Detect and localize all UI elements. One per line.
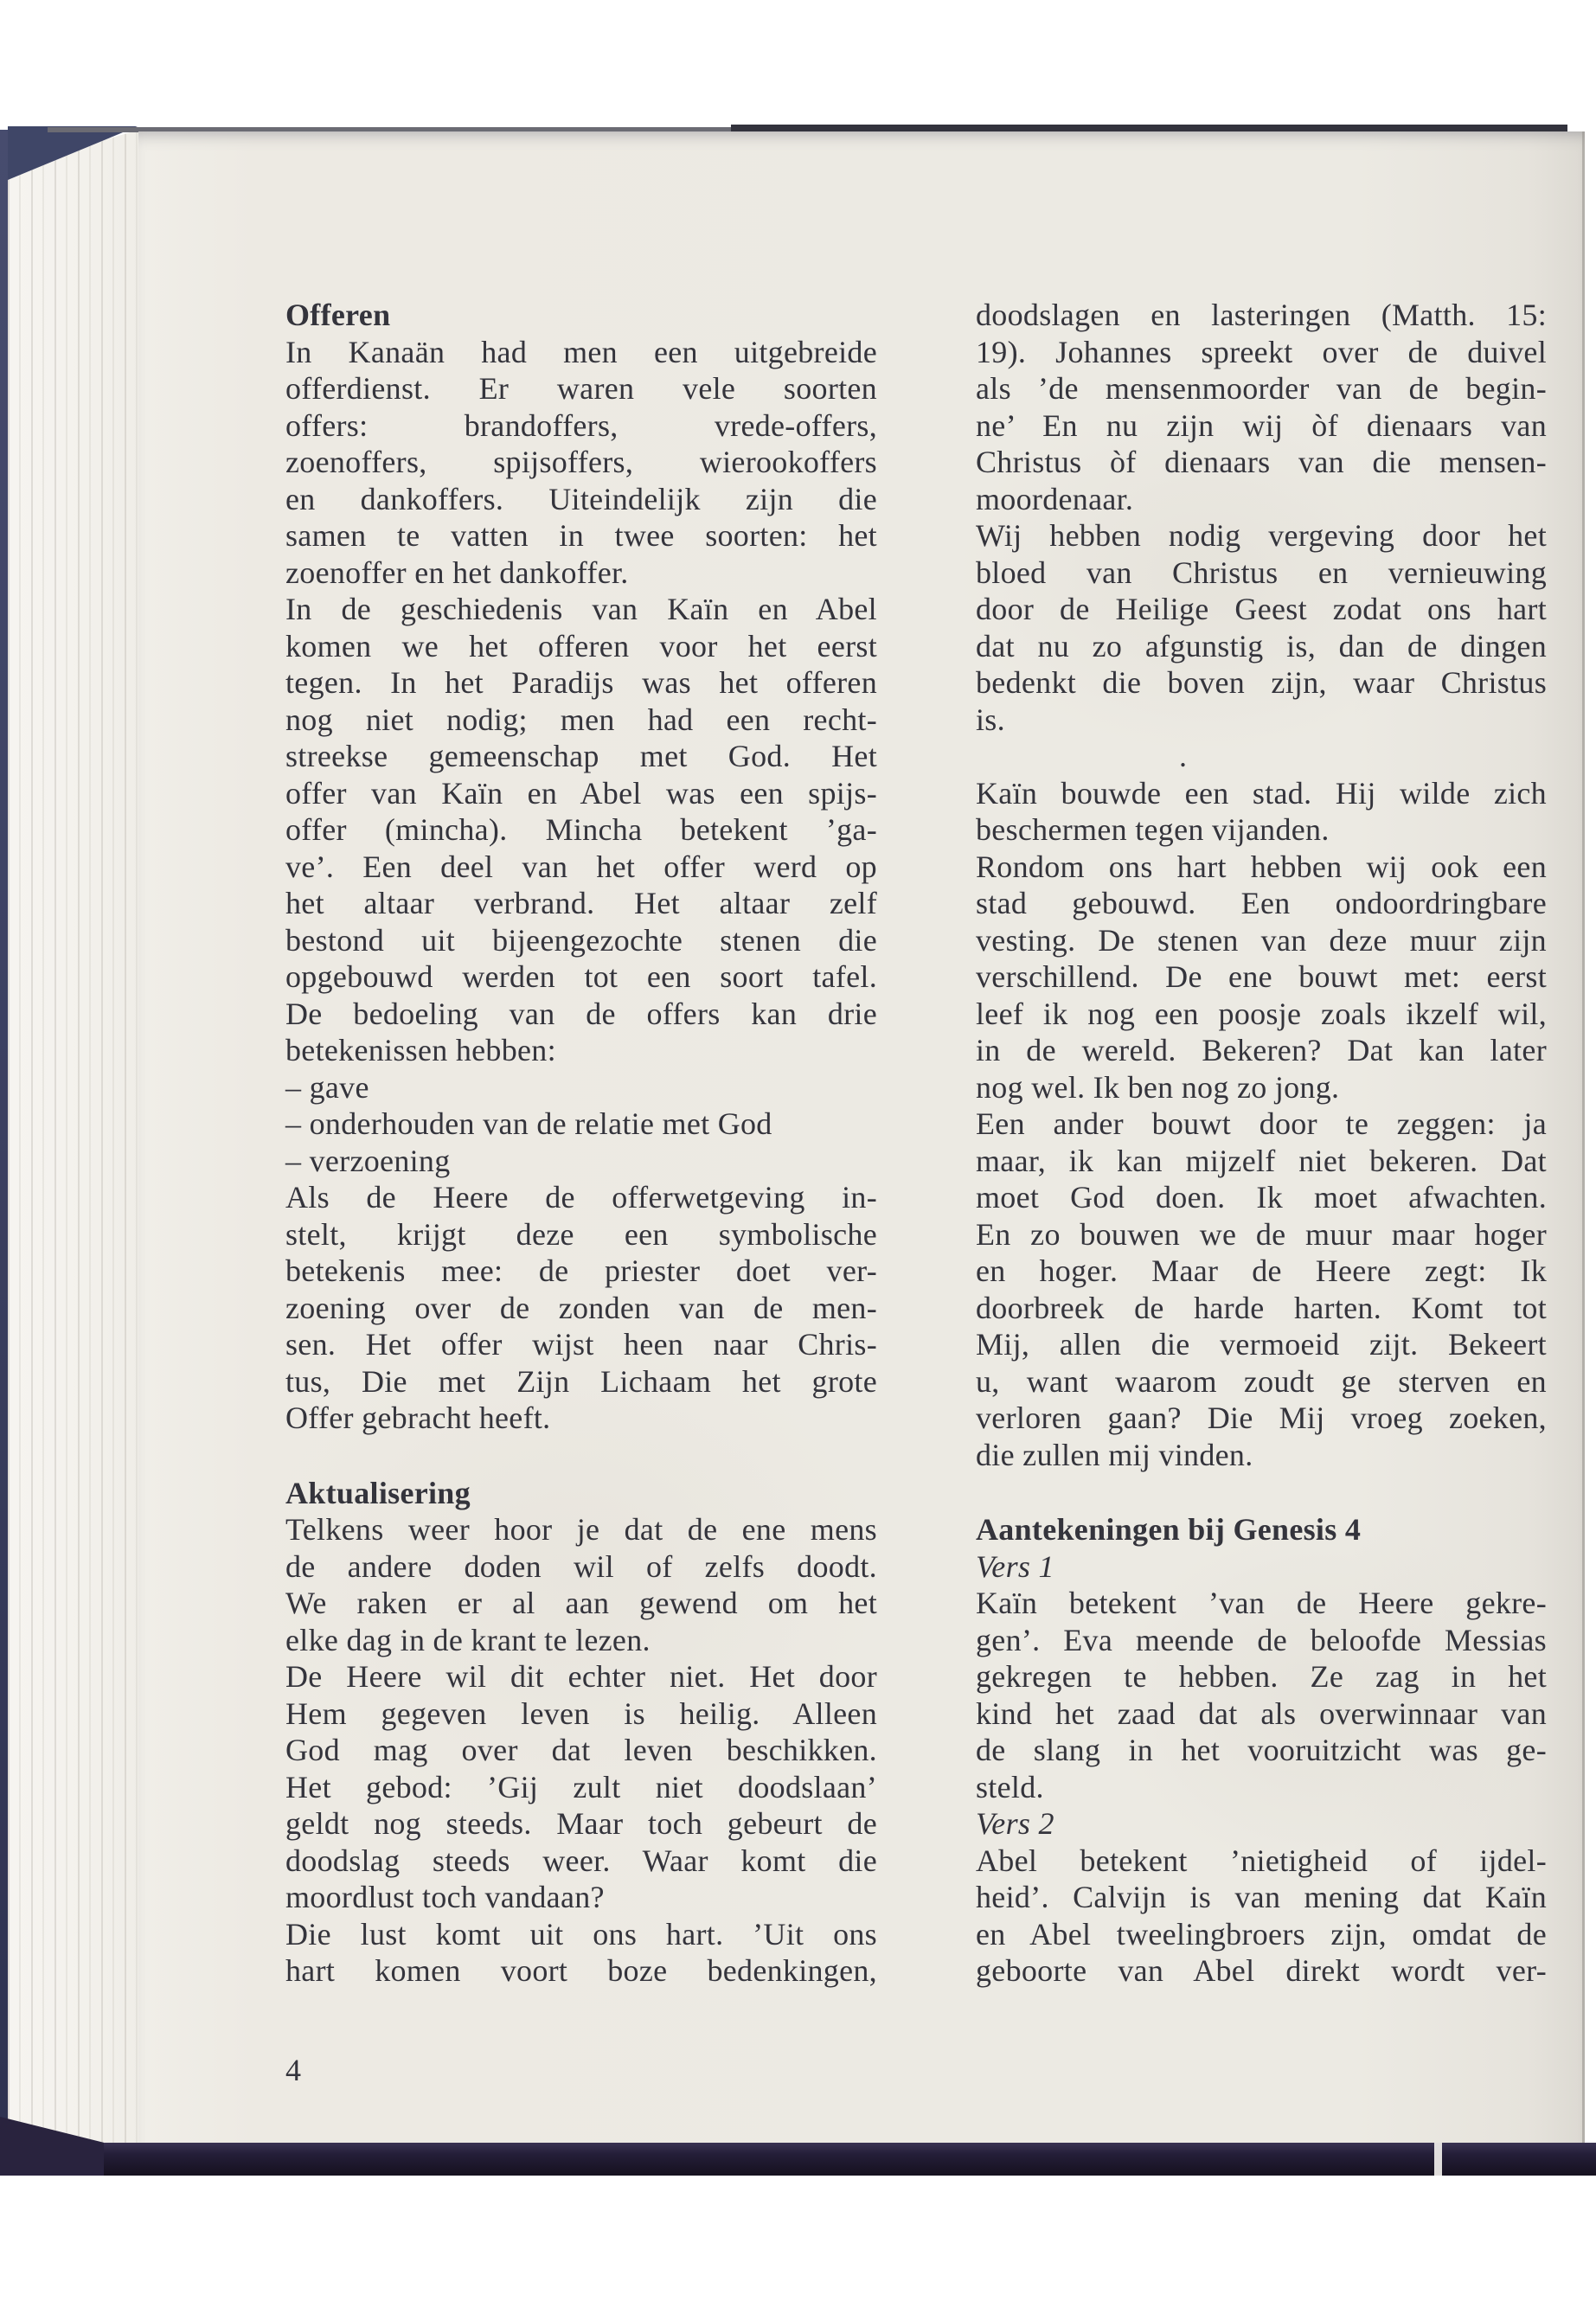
text-line: betekenis mee: de priester doet ver-	[285, 1253, 877, 1288]
text-line: Offer gebracht heeft.	[285, 1400, 551, 1435]
text-line: leef ik nog een poosje zoals ikzelf wil,	[976, 996, 1547, 1031]
text-line: bedenkt die boven zijn, waar Christus	[976, 665, 1547, 700]
text-line: offerdienst. Er waren vele soorten	[285, 371, 877, 406]
text-line: en dankoffers. Uiteindelijk zijn die	[285, 481, 877, 516]
text-line: Kaïn bouwde een stad. Hij wilde zich	[976, 775, 1547, 811]
page-ribbon-notch	[1434, 2143, 1442, 2176]
paragraph-block	[976, 1585, 1547, 1805]
text-line: bloed van Christus en vernieuwing	[976, 554, 1547, 590]
text-line: Mij, allen die vermoeid zijt. Bekeert	[976, 1327, 1547, 1362]
text-line: betekenissen hebben:	[285, 1033, 556, 1067]
text-line: Hem gegeven leven is heilig. Alleen	[285, 1695, 877, 1731]
paragraph-block	[976, 849, 1547, 1106]
text-line: – verzoening	[285, 1143, 451, 1178]
paragraph-block	[976, 517, 1547, 738]
text-line: is.	[976, 702, 1005, 737]
text-line: de slang in het vooruitzicht was ge-	[976, 1733, 1547, 1767]
paragraph-block	[976, 1805, 1547, 1843]
text-line: verloren gaan? Die Mij vroeg zoeken,	[976, 1400, 1547, 1435]
paragraph-block	[976, 738, 1547, 775]
text-line: Kaïn betekent ’van de Heere gekre-	[976, 1586, 1547, 1620]
text-line: Als de Heere de offerwetgeving in-	[285, 1180, 877, 1215]
text-line: u, want waarom zoudt ge sterven en	[976, 1363, 1547, 1399]
text-line: stelt, krijgt deze een symbolische	[285, 1216, 877, 1252]
paragraph-block	[285, 591, 877, 1069]
text-line: en Abel tweelingbroers zijn, omdat de	[976, 1916, 1547, 1952]
text-line: De bedoeling van de offers kan drie	[285, 996, 877, 1031]
text-line: nog wel. Ik ben nog zo jong.	[976, 1069, 1340, 1105]
text-line: komen we het offeren voor het eerst	[285, 628, 877, 663]
text-line: die zullen mij vinden.	[976, 1437, 1253, 1472]
section-heading: Aantekeningen bij Genesis 4	[976, 1512, 1362, 1547]
text-line: geboorte van Abel direkt wordt ver-	[976, 1953, 1547, 1988]
text-line: hart komen voort boze bedenkingen,	[285, 1953, 877, 1988]
text-line: En zo bouwen we de muur maar hoger	[976, 1216, 1547, 1252]
text-line: moordenaar.	[976, 481, 1134, 516]
cover-bottom-edge	[0, 2143, 1596, 2176]
section-block	[285, 1475, 877, 1512]
page-stack-edges	[8, 130, 139, 2173]
section-block	[285, 297, 877, 334]
text-line: heid’. Calvijn is van mening dat Kaïn	[976, 1880, 1547, 1914]
text-line: God mag over dat leven beschikken.	[285, 1733, 877, 1767]
text-line: maar, ik kan mijzelf niet bekeren. Dat	[976, 1143, 1547, 1178]
text-line: moordlust toch vandaan?	[285, 1880, 605, 1914]
page-right-edge	[1582, 131, 1585, 2143]
paragraph-block	[976, 775, 1547, 849]
text-line: in de wereld. Bekeren? Dat kan later	[976, 1033, 1547, 1067]
text-line: Rondom ons hart hebben wij ook een	[976, 849, 1547, 884]
text-line: als ’de mensenmoorder van de begin-	[976, 371, 1547, 406]
text-line: verschillend. De ene bouwt met: eerst	[976, 959, 1547, 994]
text-line: sen. Het offer wijst heen naar Chris-	[285, 1327, 877, 1362]
section-block	[976, 1511, 1547, 1548]
paragraph-block	[976, 297, 1547, 517]
text-line: elke dag in de krant te lezen.	[285, 1622, 651, 1657]
text-line: offers: brandoffers, vrede-offers,	[285, 407, 877, 443]
text-line: de andere doden wil of zelfs doodt.	[285, 1548, 877, 1584]
text-line: doodslag steeds weer. Waar komt die	[285, 1843, 877, 1878]
text-line: Wij hebben nodig vergeving door het	[976, 518, 1547, 553]
text-line: Het gebod: ’Gij zult niet doodslaan’	[285, 1769, 877, 1804]
text-line: gen’. Eva meende de beloofde Messias	[976, 1622, 1547, 1657]
text-line: bestond uit bijeengezochte stenen die	[285, 922, 877, 958]
text-line: offer van Kaïn en Abel was een spijs-	[285, 775, 877, 811]
text-line: We raken er al aan gewend om het	[285, 1586, 877, 1620]
section-heading: Offeren	[285, 298, 391, 332]
text-line: stad gebouwd. Een ondoordringbare	[976, 886, 1547, 920]
text-line: streekse gemeenschap met God. Het	[285, 739, 877, 773]
paragraph-block	[976, 1843, 1547, 1990]
text-line: Telkens weer hoor je dat de ene mens	[285, 1512, 877, 1547]
text-line: opgebouwd werden tot een soort tafel.	[285, 959, 877, 994]
text-line: In de geschiedenis van Kaïn en Abel	[285, 592, 877, 626]
text-line: gekregen te hebben. Ze zag in het	[976, 1659, 1547, 1694]
text-line: door de Heilige Geest zodat ons hart	[976, 592, 1547, 626]
book-spine-edge	[0, 130, 9, 2175]
left-column	[285, 297, 877, 1990]
paragraph-block	[285, 334, 877, 592]
text-line: dat nu zo afgunstig is, dan de dingen	[976, 628, 1547, 663]
paragraph-block	[285, 1658, 877, 1916]
text-line: Die lust komt uit ons hart. ’Uit ons	[285, 1916, 877, 1952]
paragraph-block	[285, 1916, 877, 1990]
text-line: 19). Johannes spreekt over de duivel	[976, 334, 1547, 369]
text-line: zoenoffer en het dankoffer.	[285, 554, 629, 590]
text-line: offer (mincha). Mincha betekent ’ga-	[285, 812, 877, 847]
text-line: Christus òf dienaars van die mensen-	[976, 445, 1547, 479]
page-number: 4	[285, 2053, 301, 2087]
right-column	[976, 297, 1547, 1990]
text-line: steld.	[976, 1769, 1044, 1804]
text-line: In Kanaän had men een uitgebreide	[285, 334, 877, 369]
text-line: beschermen tegen vijanden.	[976, 812, 1330, 847]
text-line: Abel betekent ’nietigheid of ijdel-	[976, 1843, 1547, 1878]
text-line: tus, Die met Zijn Lichaam het grote	[285, 1363, 877, 1399]
text-line: geldt nog steeds. Maar toch gebeurt de	[285, 1806, 877, 1841]
paragraph-block	[285, 1511, 877, 1658]
text-line: ve’. Een deel van het offer werd op	[285, 849, 877, 884]
text-line: doorbreek de harde harten. Komt tot	[976, 1290, 1547, 1325]
text-line: doodslagen en lasteringen (Matth. 15:	[976, 298, 1547, 332]
text-line: zoenoffers, spijsoffers, wierookoffers	[285, 445, 877, 479]
text-line: De Heere wil dit echter niet. Het door	[285, 1659, 877, 1694]
text-line: zoening over de zonden van de men-	[285, 1290, 877, 1325]
text-line: samen te vatten in twee soorten: het	[285, 518, 877, 553]
text-line: tegen. In het Paradijs was het offeren	[285, 665, 877, 700]
text-line: – onderhouden van de relatie met God	[285, 1106, 772, 1141]
paragraph-block	[976, 1216, 1547, 1474]
text-line: – gave	[285, 1069, 369, 1105]
text-line: nog niet nodig; men had een recht-	[285, 702, 877, 737]
paragraph-block	[976, 1548, 1547, 1586]
paragraph-block	[976, 1106, 1547, 1216]
paragraph-block	[285, 1069, 877, 1180]
ink-dot: .	[1179, 739, 1188, 773]
text-line: het altaar verbrand. Het altaar zelf	[285, 886, 877, 920]
verse-label: Vers 2	[976, 1806, 1054, 1841]
text-line: Een ander bouwt door te zeggen: ja	[976, 1106, 1547, 1141]
text-line: kind het zaad dat als overwinnaar van	[976, 1695, 1547, 1731]
text-line: ne’ En nu zijn wij òf dienaars van	[976, 407, 1547, 443]
book-page	[138, 131, 1585, 2143]
text-line: vesting. De stenen van deze muur zijn	[976, 922, 1547, 958]
text-line: moet God doen. Ik moet afwachten.	[976, 1180, 1547, 1215]
verse-label: Vers 1	[976, 1548, 1054, 1584]
text-line: en hoger. Maar de Heere zegt: Ik	[976, 1253, 1547, 1288]
section-heading: Aktualisering	[285, 1475, 471, 1510]
paragraph-block	[285, 1179, 877, 1437]
